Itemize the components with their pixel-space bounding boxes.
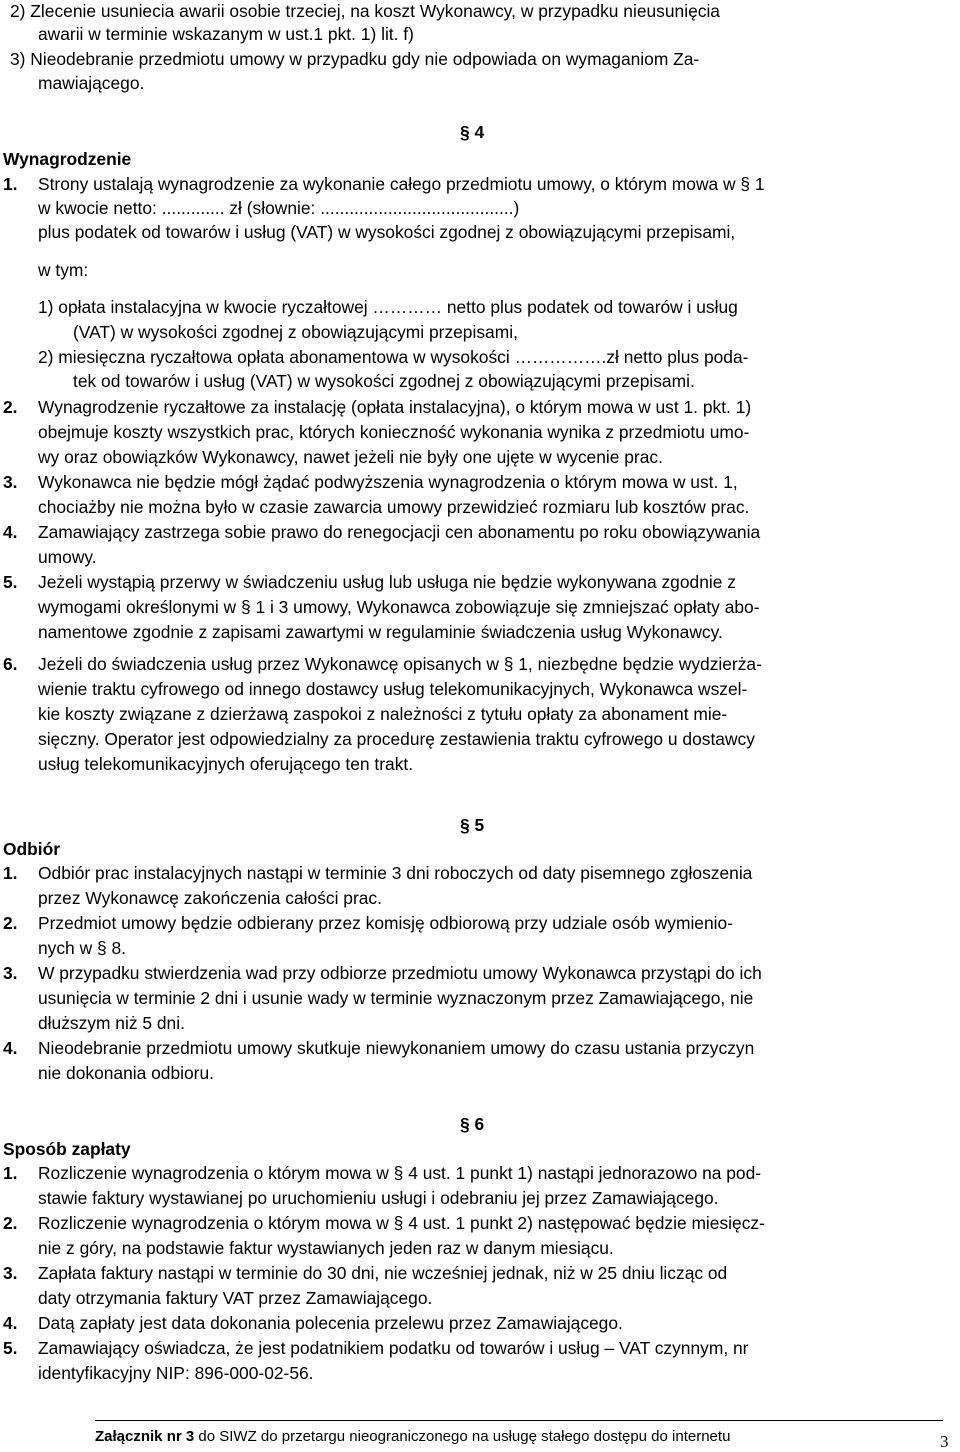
text-line: Wykonawca nie będzie mógł żądać podwyższenia wynagrodzenia o którym mowa w ust. 1, (38, 472, 738, 492)
text-line: umowy. (38, 547, 97, 567)
text-line: identyfikacyjny NIP: 896-000-02-56. (38, 1363, 314, 1383)
text-line: Nieodebranie przedmiotu umowy skutkuje niewykonaniem umowy do czasu ustania przyczyn (38, 1038, 755, 1058)
text-line: nych w § 8. (38, 938, 126, 958)
text-line: mawiającego. (38, 73, 145, 93)
item-number: 1. (3, 1163, 18, 1183)
text-line: daty otrzymania faktury VAT przez Zamawiającego. (38, 1288, 433, 1308)
text-line: 3) Nieodebranie przedmiotu umowy w przypadku gdy nie odpowiada on wymaganiom Za- (10, 49, 700, 69)
text-line: Rozliczenie wynagrodzenia o którym mowa w § 4 ust. 1 punkt 2) następować będzie miesięcz- (38, 1213, 765, 1233)
text-line: Zamawiający oświadcza, że jest podatnikiem podatku od towarów i usług – VAT czynnym, nr (38, 1338, 749, 1358)
text-line: tek od towarów i usług (VAT) w wysokości zgodnej z obowiązującymi przepisami. (73, 371, 695, 391)
section-title: Odbiór (3, 839, 60, 859)
text-line: Jeżeli do świadczenia usług przez Wykonawcę opisanych w § 1, niezbędne będzie wydzierża- (38, 654, 762, 674)
section-number: § 5 (460, 815, 485, 835)
text-line: nie z góry, na podstawie faktur wystawianych jeden raz w danym miesiącu. (38, 1238, 614, 1258)
text-line: wienie traktu cyfrowego od innego dostawcy usług telekomunikacyjnych, Wykonawca wszel- (38, 679, 748, 699)
text-line: sięczny. Operator jest odpowiedzialny za procedurę zestawienia traktu cyfrowego u dostawcy (38, 729, 755, 749)
text-line: awarii w terminie wskazanym w ust.1 pkt. 1) lit. f) (38, 24, 414, 44)
item-number: 4. (3, 1038, 18, 1058)
section-number: § 4 (460, 122, 485, 142)
item-number: 2. (3, 397, 18, 417)
text-line: Wynagrodzenie ryczałtowe za instalację (opłata instalacyjna), o którym mowa w ust 1. pkt. 1) (38, 397, 752, 417)
item-number: 3. (3, 963, 18, 983)
text-line: Przedmiot umowy będzie odbierany przez komisję odbiorową przy udziale osób wymienio- (38, 913, 733, 933)
text-line: 1) opłata instalacyjna w kwocie ryczałtowej ………… netto plus podatek od towarów i usług (38, 297, 738, 317)
item-number: 2. (3, 1213, 18, 1233)
text-line: chociażby nie można było w czasie zawarcia umowy przewidzieć rozmiaru lub kosztów prac. (38, 497, 750, 517)
text-line: 2) miesięczna ryczałtowa opłata abonamentowa w wysokości …………….zł netto plus poda- (38, 347, 749, 367)
item-number: 5. (3, 572, 18, 592)
text-line: nie dokonania odbioru. (38, 1063, 214, 1083)
text-line: 2) Zlecenie usuniecia awarii osobie trzeciej, na koszt Wykonawcy, w przypadku nieusunięcia (10, 1, 720, 21)
section-title: Sposób zapłaty (3, 1139, 131, 1159)
text-line: Strony ustalają wynagrodzenie za wykonanie całego przedmiotu umowy, o którym mowa w § 1 (38, 174, 765, 194)
text-line: stawie faktury wystawianej po uruchomieniu usługi i odebraniu jej przez Zamawiającego. (38, 1188, 719, 1208)
footer-divider (95, 1420, 943, 1421)
text-line: Zapłata faktury nastąpi w terminie do 30 dni, nie wcześniej jednak, niż w 25 dniu licząc od (38, 1263, 728, 1283)
item-number: 6. (3, 654, 18, 674)
item-number: 3. (3, 472, 18, 492)
text-line: Odbiór prac instalacyjnych nastąpi w terminie 3 dni roboczych od daty pisemnego zgłoszenia (38, 863, 753, 883)
text-line: kie koszty związane z dzierżawą zaspokoi z należności z tytułu opłaty za abonament mie- (38, 704, 728, 724)
text-line: w kwocie netto: ............. zł (słownie: ........................................) (38, 198, 520, 218)
text-line: usług telekomunikacyjnych oferującego ten trakt. (38, 754, 414, 774)
text-line: Datą zapłaty jest data dokonania polecenia przelewu przez Zamawiającego. (38, 1313, 623, 1333)
text-line: plus podatek od towarów i usług (VAT) w wysokości zgodnej z obowiązującymi przepisami, (38, 222, 736, 242)
text-line: namentowe zgodnie z zapisami zawartymi w regulaminie świadczenia usług Wykonawcy. (38, 622, 723, 642)
text-line: Zamawiający zastrzega sobie prawo do renegocjacji cen abonamentu po roku obowiązywania (38, 522, 761, 542)
page-number: 3 (940, 1432, 949, 1451)
section-title: Wynagrodzenie (3, 149, 132, 169)
footer-text: do SIWZ do przetargu nieograniczonego na usługę stałego dostępu do internetu (194, 1428, 731, 1445)
text-line: obejmuje koszty wszystkich prac, których konieczność wykonania wynika z przedmiotu umo- (38, 422, 750, 442)
item-number: 1. (3, 863, 18, 883)
item-number: 4. (3, 522, 18, 542)
item-number: 3. (3, 1263, 18, 1283)
text-line: W przypadku stwierdzenia wad przy odbiorze przedmiotu umowy Wykonawca przystąpi do ich (38, 963, 762, 983)
text-line: wy oraz obowiązków Wykonawcy, nawet jeżeli nie były one ujęte w wycenie prac. (38, 447, 663, 467)
footer (95, 1428, 730, 1445)
item-number: 4. (3, 1313, 18, 1333)
section-number: § 6 (460, 1114, 485, 1134)
text-line: Rozliczenie wynagrodzenia o którym mowa w § 4 ust. 1 punkt 1) nastąpi jednorazowo na pod- (38, 1163, 762, 1183)
text-line: przez Wykonawcę zakończenia całości prac. (38, 888, 382, 908)
item-number: 2. (3, 913, 18, 933)
text-line: dłuższym niż 5 dni. (38, 1013, 185, 1033)
text-line: usunięcia w terminie 2 dni i usunie wady w terminie wyznaczonym przez Zamawiającego, nie (38, 988, 754, 1008)
text-line: wymogami określonymi w § 1 i 3 umowy, Wykonawca zobowiązuje się zmniejszać opłaty abo- (38, 597, 760, 617)
text-line: Jeżeli wystąpią przerwy w świadczeniu usług lub usługa nie będzie wykonywana zgodnie z (38, 572, 736, 592)
item-number: 5. (3, 1338, 18, 1358)
text-line: w tym: (38, 260, 89, 280)
footer-attachment-label: Załącznik nr 3 (95, 1428, 195, 1445)
text-line: (VAT) w wysokości zgodnej z obowiązującymi przepisami, (73, 322, 518, 342)
item-number: 1. (3, 174, 18, 194)
